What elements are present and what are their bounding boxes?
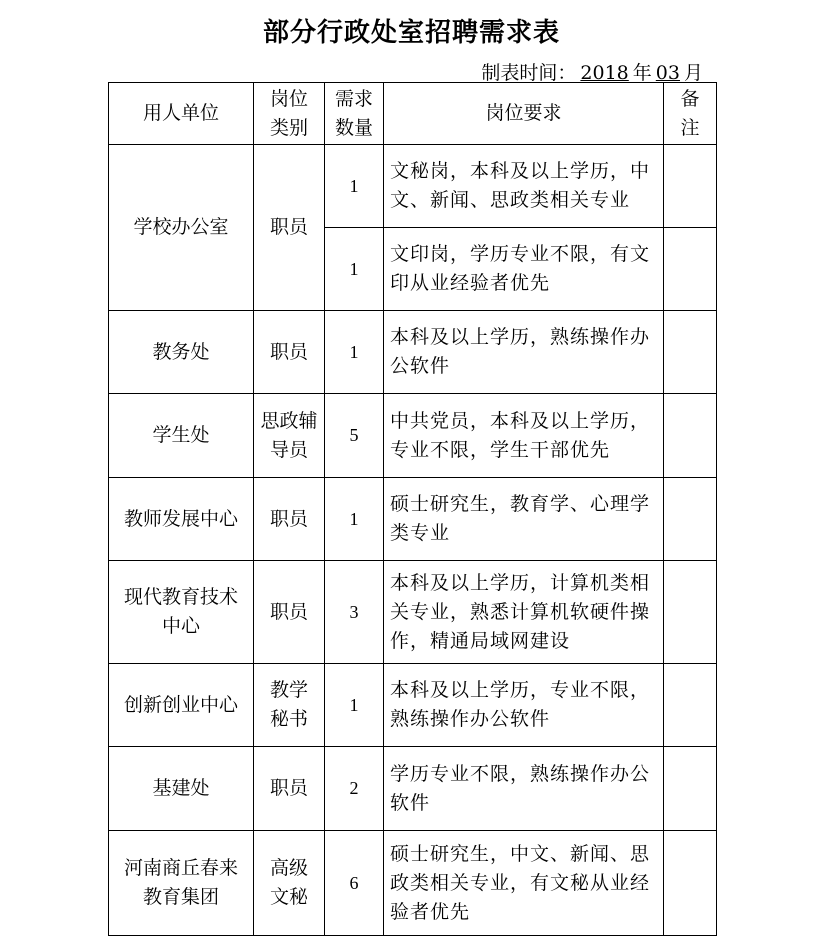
recruitment-table (108, 82, 717, 936)
header-category-line2: 类别 (269, 116, 308, 139)
date-month-unit: 月 (683, 62, 703, 84)
header-count-line2: 数量 (334, 116, 373, 139)
count-cell: 1 (325, 145, 384, 228)
header-unit: 用人单位 (109, 83, 254, 145)
count-cell: 1 (325, 664, 384, 747)
header-remarks (664, 83, 717, 145)
unit-cell: 基建处 (109, 747, 254, 831)
remark-cell (664, 831, 717, 936)
table-row (109, 145, 717, 228)
remark-cell (664, 228, 717, 311)
header-requirement: 岗位要求 (384, 83, 664, 145)
category-cell: 职员 (254, 311, 325, 394)
unit-cell: 创新创业中心 (109, 664, 254, 747)
count-cell: 3 (325, 561, 384, 664)
remark-cell (664, 664, 717, 747)
remark-cell (664, 478, 717, 561)
count-cell: 2 (325, 747, 384, 831)
category-cell: 高级文秘 (254, 831, 325, 936)
document-title: 部分行政处室招聘需求表 (262, 18, 560, 48)
date-prefix: 制表时间： (481, 62, 577, 84)
date-month: 03 (655, 62, 680, 84)
category-cell: 思政辅导员 (254, 394, 325, 478)
category-cell: 教学秘书 (254, 664, 325, 747)
header-remarks-line2: 注 (680, 116, 700, 139)
requirement-cell: 本科及以上学历，专业不限，熟练操作办公软件 (384, 664, 664, 747)
table-row (109, 394, 717, 478)
remark-cell (664, 145, 717, 228)
table-row (109, 664, 717, 747)
count-cell: 1 (325, 228, 384, 311)
requirement-cell: 学历专业不限，熟练操作办公软件 (384, 747, 664, 831)
requirement-cell: 文秘岗，本科及以上学历，中文、新闻、思政类相关专业 (384, 145, 664, 228)
table-row (109, 747, 717, 831)
requirement-cell: 硕士研究生，教育学、心理学类专业 (384, 478, 664, 561)
unit-cell: 河南商丘春来教育集团 (109, 831, 254, 936)
remark-cell (664, 311, 717, 394)
table-row (109, 311, 717, 394)
table-row (109, 478, 717, 561)
requirement-cell: 文印岗，学历专业不限，有文印从业经验者优先 (384, 228, 664, 311)
header-remarks-line1: 备 (680, 87, 700, 110)
count-cell: 5 (325, 394, 384, 478)
remark-cell (664, 561, 717, 664)
header-count-line1: 需求 (334, 87, 373, 110)
requirement-cell: 本科及以上学历，熟练操作办公软件 (384, 311, 664, 394)
category-cell: 职员 (254, 561, 325, 664)
category-cell: 职员 (254, 145, 325, 311)
date-year-unit: 年 (632, 62, 652, 84)
requirement-cell: 硕士研究生，中文、新闻、思政类相关专业，有文秘从业经验者优先 (384, 831, 664, 936)
unit-cell: 学生处 (109, 394, 254, 478)
remark-cell (664, 747, 717, 831)
date-line (481, 58, 703, 85)
category-cell: 职员 (254, 747, 325, 831)
count-cell: 6 (325, 831, 384, 936)
requirement-cell: 本科及以上学历，计算机类相关专业，熟悉计算机软硬件操作，精通局域网建设 (384, 561, 664, 664)
category-cell: 职员 (254, 478, 325, 561)
unit-cell: 教师发展中心 (109, 478, 254, 561)
date-year: 2018 (580, 62, 629, 84)
table-header-row (109, 83, 717, 145)
header-category (254, 83, 325, 145)
table-row (109, 561, 717, 664)
unit-cell: 教务处 (109, 311, 254, 394)
remark-cell (664, 394, 717, 478)
table-row (109, 831, 717, 936)
header-count (325, 83, 384, 145)
count-cell: 1 (325, 478, 384, 561)
count-cell: 1 (325, 311, 384, 394)
unit-cell: 学校办公室 (109, 145, 254, 311)
unit-cell: 现代教育技术中心 (109, 561, 254, 664)
requirement-cell: 中共党员，本科及以上学历，专业不限，学生干部优先 (384, 394, 664, 478)
header-category-line1: 岗位 (269, 87, 308, 110)
